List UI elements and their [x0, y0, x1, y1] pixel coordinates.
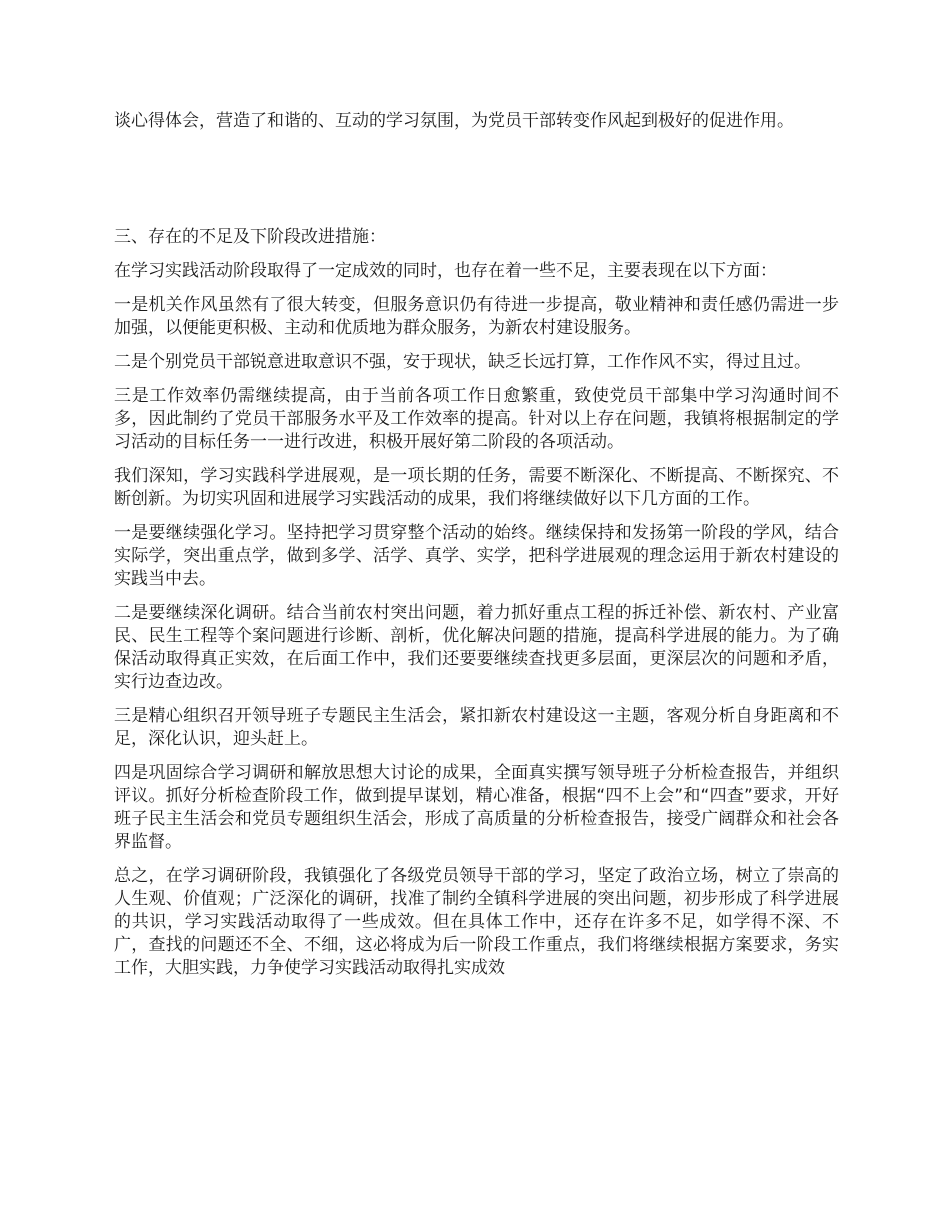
intro-fragment: 谈心得体会，营造了和谐的、互动的学习氛围，为党员干部转变作风起到极好的促进作用。 [114, 111, 794, 131]
document-page [114, 110, 839, 991]
paragraph: 三是工作效率仍需继续提高，由于当前各项工作日愈繁重，致使党员干部集中学习沟通时间不多，因此制约了党员干部服务水平及工作效率的提高。针对以上存在问题，我镇将根据制定的学习活动的目标任务一一进行改进，积极开展好第二阶段的各项活动。 [114, 386, 839, 452]
paragraph: 在学习实践活动阶段取得了一定成效的同时，也存在着一些不足，主要表现在以下方面： [114, 261, 777, 281]
paragraph: 三是精心组织召开领导班子专题民主生活会，紧扣新农村建设这一主题，客观分析自身距离和不足，深化认识，迎头赶上。 [114, 706, 839, 749]
paragraph: 一是要继续强化学习。坚持把学习贯穿整个活动的始终。继续保持和发扬第一阶段的学风，结合实际学，突出重点学，做到多学、活学、真学、实学，把科学进展观的理念运用于新农村建设的实践当中去。 [114, 523, 839, 589]
paragraph: 总之，在学习调研阶段，我镇强化了各级党员领导干部的学习，坚定了政治立场，树立了崇高的人生观、价值观；广泛深化的调研，找准了制约全镇科学进展的突出问题，初步形成了科学进展的共识，学习实践活动取得了一些成效。但在具体工作中，还存在许多不足，如学得不深、不广，查找的问题还不全、不细，这必将成为后一阶段工作重点，我们将继续根据方案要求，务实工作，大胆实践，力争使学习实践活动取得扎实成效 [114, 866, 839, 978]
paragraph: 二是个别党员干部锐意进取意识不强，安于现状，缺乏长远打算，工作作风不实，得过且过。 [114, 352, 811, 372]
paragraph: 二是要继续深化调研。结合当前农村突出问题，着力抓好重点工程的拆迁补偿、新农村、产业富民、民生工程等个案问题进行诊断、剖析，优化解决问题的措施，提高科学进展的能力。为了确保活动取得真正实效，在后面工作中，我们还要要继续查找更多层面，更深层次的问题和矛盾，实行边查边改。 [114, 603, 839, 692]
paragraph: 四是巩固综合学习调研和解放思想大讨论的成果，全面真实撰写领导班子分析检查报告，并组织评议。抓好分析检查阶段工作，做到提早谋划，精心准备，根据“四不上会”和“四查”要求，开好班子民主生活会和党员专题组织生活会，形成了高质量的分析检查报告，接受广阔群众和社会各界监督。 [114, 763, 839, 852]
paragraph: 我们深知，学习实践科学进展观，是一项长期的任务，需要不断深化、不断提高、不断探究、不断创新。为切实巩固和进展学习实践活动的成果，我们将继续做好以下几方面的工作。 [114, 466, 839, 509]
paragraph: 一是机关作风虽然有了很大转变，但服务意识仍有待进一步提高，敬业精神和责任感仍需进一步加强，以便能更积极、主动和优质地为群众服务，为新农村建设服务。 [114, 295, 839, 338]
section-heading: 三、存在的不足及下阶段改进措施： [114, 227, 386, 247]
section-gap [114, 144, 839, 226]
